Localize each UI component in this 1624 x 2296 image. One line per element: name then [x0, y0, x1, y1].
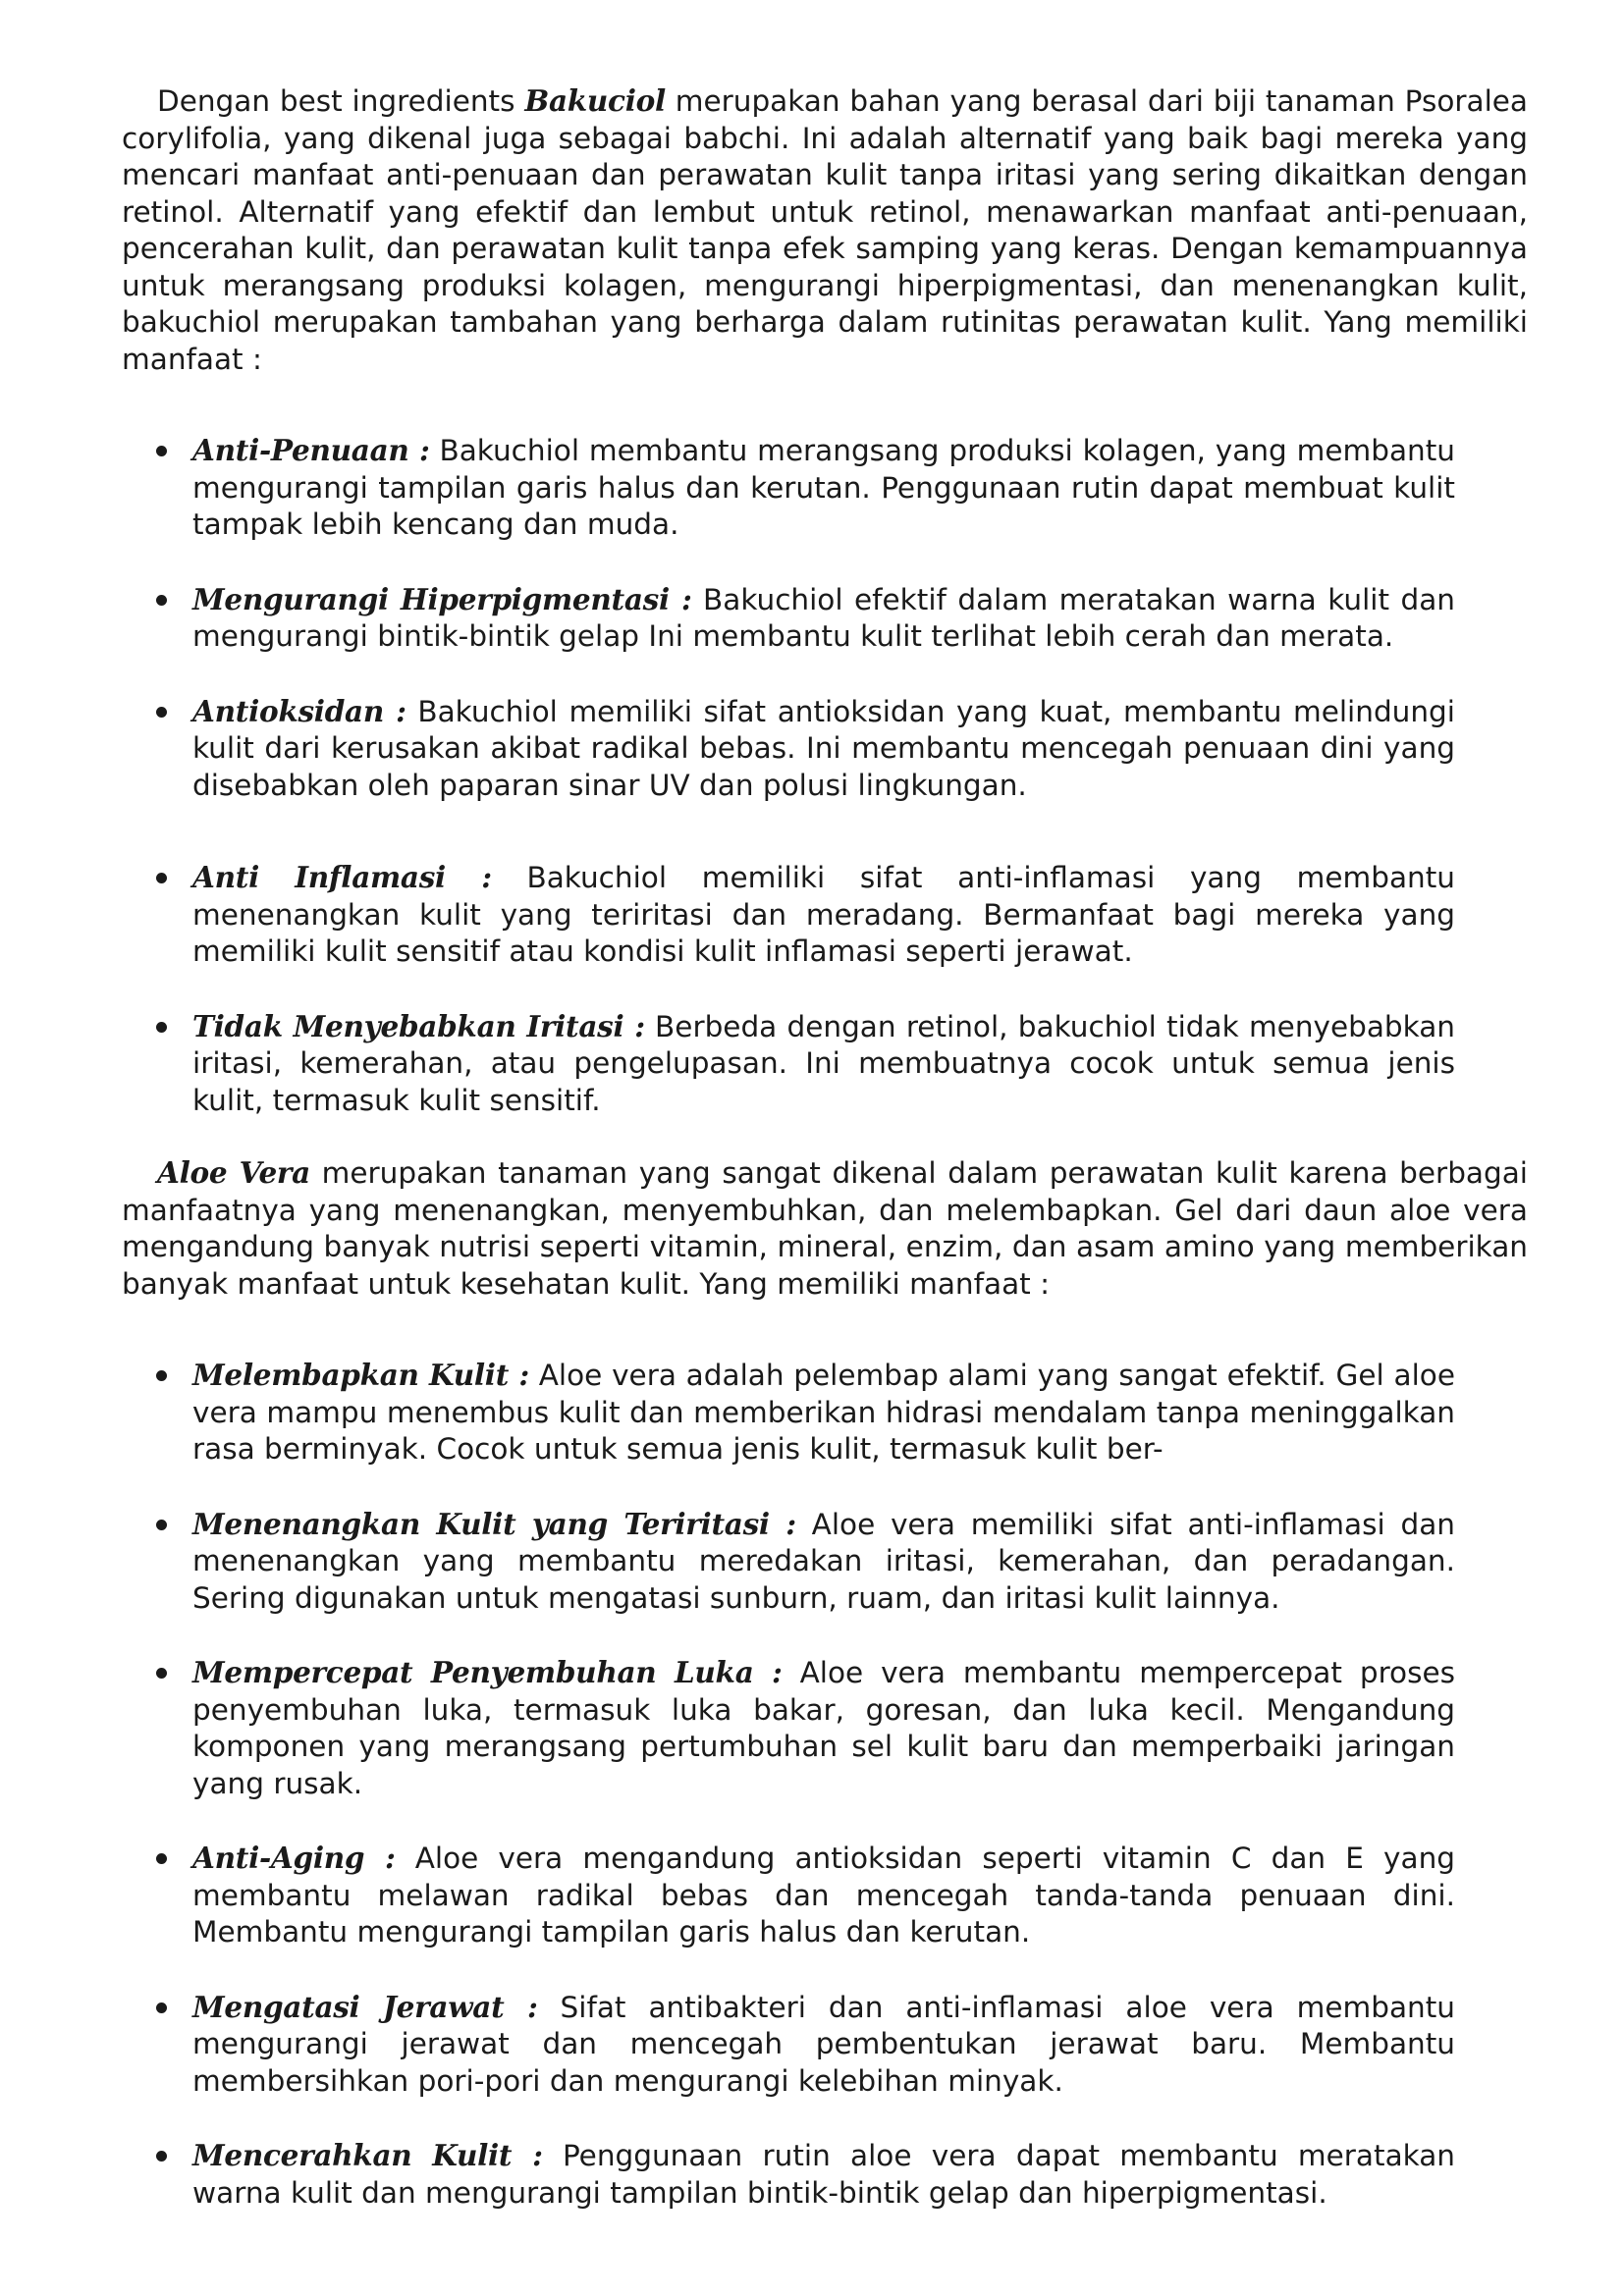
- list-item: [122, 432, 1528, 544]
- benefit-term: Mencerahkan Kulit :: [192, 2138, 543, 2172]
- benefit-text: Bakuchiol memiliki sifat antioksidan yang kuat, membantu melindungi kulit dari kerusakan akibat radikal bebas. Ini membantu mencegah penuaan dini yang disebabkan oleh paparan sinar UV dan polusi lingkungan.: [192, 694, 1455, 802]
- benefit-text: Penggunaan rutin aloe vera dapat membantu meratakan warna kulit dan mengurangi tampilan bintik-bintik gelap dan hiperpigmentasi.: [192, 2139, 1455, 2210]
- bullet-dot-icon: [156, 595, 167, 606]
- aloe-vera-term: Aloe Vera: [157, 1155, 310, 1190]
- bakuchiol-intro-paragraph: [122, 82, 1528, 378]
- benefit-term: Mengurangi Hiperpigmentasi :: [192, 581, 692, 616]
- benefit-text: Sifat antibakteri dan anti-inflamasi aloe vera membantu mengurangi jerawat dan mencegah pembentukan jerawat baru. Membantu membersihkan pori-pori dan mengurangi kelebihan minyak.: [192, 1990, 1456, 2098]
- bakuchiol-intro-text: merupakan bahan yang berasal dari biji tanaman Psoralea corylifolia, yang dikenal juga sebagai babchi. Ini adalah alternatif yang baik bagi mereka yang mencari manfaat anti-penuaan dan perawatan kulit tanpa iritasi yang sering dikaitkan dengan retinol. Alternatif yang efektif dan lembut untuk retinol, menawarkan manfaat anti-penuaan, pencerahan kulit, dan perawatan kulit tanpa efek samping yang keras. Dengan kemampuannya untuk merangsang produksi kolagen, mengurangi hiperpigmentasi, dan menenangkan kulit, bakuchiol merupakan tambahan yang berharga dalam rutinitas perawatan kulit. Yang memiliki manfaat :: [122, 84, 1528, 376]
- bullet-dot-icon: [156, 2002, 167, 2013]
- aloe-intro-text: merupakan tanaman yang sangat dikenal dalam perawatan kulit karena berbagai manfaatnya yang menenangkan, menyembuhkan, dan melembapkan. Gel dari daun aloe vera mengandung banyak nutrisi seperti vitamin, mineral, enzim, dan asam amino yang memberikan banyak manfaat untuk kesehatan kulit. Yang memiliki manfaat :: [122, 1156, 1528, 1301]
- benefit-term: Mengatasi Jerawat :: [192, 1989, 538, 2024]
- aloe-intro-paragraph: [122, 1154, 1528, 1303]
- benefit-text: Aloe vera adalah pelembap alami yang sangat efektif. Gel aloe vera mampu menembus kulit dan memberikan hidrasi mendalam tanpa meninggalkan rasa berminyak. Cocok untuk semua jenis kulit, termasuk kulit ber-: [192, 1359, 1455, 1466]
- list-item: [122, 1654, 1528, 1802]
- bullet-dot-icon: [156, 873, 167, 883]
- benefit-term: Anti-Aging :: [192, 1841, 396, 1875]
- benefit-term: Mempercepat Penyembuhan Luka :: [192, 1655, 783, 1689]
- bullet-dot-icon: [156, 446, 167, 456]
- benefit-term: Melembapkan Kulit :: [192, 1358, 529, 1392]
- benefit-text: Berbeda dengan retinol, bakuchiol tidak menyebabkan iritasi, kemerahan, atau pengelupasan. Ini membuatnya cocok untuk semua jenis kulit, termasuk kulit sensitif.: [192, 1009, 1455, 1117]
- bakuchiol-benefits-list: [122, 432, 1528, 1119]
- benefit-text: Aloe vera mengandung antioksidan seperti vitamin C dan E yang membantu melawan radikal bebas dan mencegah tanda-tanda penuaan dini. Membantu mengurangi tampilan garis halus dan kerutan.: [192, 1842, 1455, 1949]
- bullet-dot-icon: [156, 1370, 167, 1381]
- list-item: [122, 859, 1528, 971]
- bullet-dot-icon: [156, 2151, 167, 2162]
- list-item: [122, 1357, 1528, 1468]
- document-page: [122, 82, 1528, 2212]
- bakuchiol-intro-lead: Dengan best ingredients: [157, 84, 525, 118]
- benefit-term: Anti Inflamasi :: [192, 860, 492, 894]
- list-item: [122, 1506, 1528, 1618]
- bullet-dot-icon: [156, 1668, 167, 1679]
- list-item: [122, 1989, 1528, 2101]
- benefit-term: Tidak Menyebabkan Iritasi :: [192, 1008, 645, 1043]
- bakuchiol-term: Bakuciol: [524, 83, 666, 118]
- list-item: [122, 1008, 1528, 1120]
- bullet-dot-icon: [156, 1520, 167, 1530]
- benefit-term: Antioksidan :: [192, 693, 406, 728]
- list-item: [122, 2137, 1528, 2212]
- benefit-text: Bakuchiol memiliki sifat anti-inflamasi yang membantu menenangkan kulit yang teriritasi dan meradang. Bermanfaat bagi mereka yang memiliki kulit sensitif atau kondisi kulit inflamasi seperti jerawat.: [192, 861, 1455, 968]
- aloe-benefits-list: [122, 1357, 1528, 2212]
- bullet-dot-icon: [156, 1853, 167, 1864]
- list-item: [122, 693, 1528, 805]
- benefit-term: Anti-Penuaan :: [192, 433, 430, 467]
- benefit-text: Aloe vera membantu mempercepat proses penyembuhan luka, termasuk luka bakar, goresan, dan luka kecil. Mengandung komponen yang merangsang pertumbuhan sel kulit baru dan memperbaiki jaringan yang rusak.: [192, 1656, 1455, 1800]
- benefit-text: Bakuchiol efektif dalam meratakan warna kulit dan mengurangi bintik-bintik gelap Ini membantu kulit terlihat lebih cerah dan merata.: [192, 582, 1455, 653]
- list-item: [122, 1840, 1528, 1951]
- list-item: [122, 581, 1528, 656]
- bullet-dot-icon: [156, 1022, 167, 1033]
- benefit-text: Aloe vera memiliki sifat anti-inflamasi dan menenangkan yang membantu meredakan iritasi, kemerahan, dan peradangan. Sering digunakan untuk mengatasi sunburn, ruam, dan iritasi kulit lainnya.: [192, 1507, 1455, 1615]
- benefit-term: Menenangkan Kulit yang Teriritasi :: [192, 1506, 796, 1541]
- bullet-dot-icon: [156, 707, 167, 718]
- benefit-text: Bakuchiol membantu merangsang produksi kolagen, yang membantu mengurangi tampilan garis halus dan kerutan. Penggunaan rutin dapat membuat kulit tampak lebih kencang dan muda.: [192, 434, 1455, 541]
